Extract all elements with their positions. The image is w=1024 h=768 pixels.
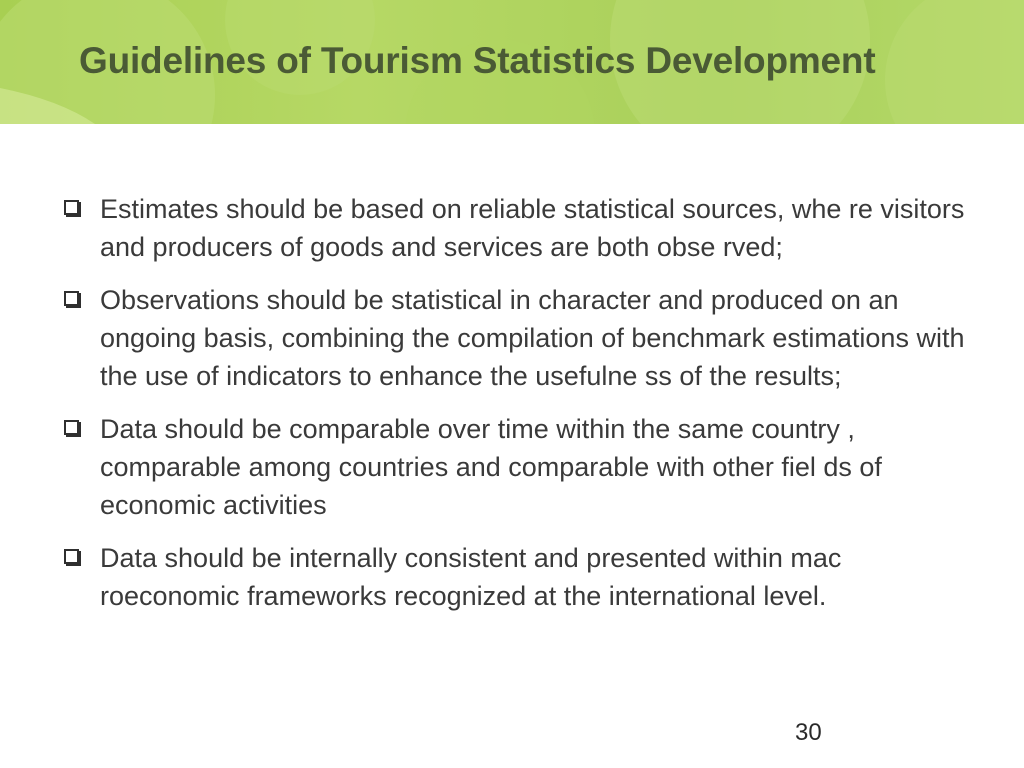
hollow-square-bullet-icon [64, 200, 79, 215]
bullet-item [62, 410, 972, 524]
bullet-text: Data should be comparable over time within the same country , comparable among countries and comparable with other fiel ds of economic activities [100, 414, 882, 520]
slide-title: Guidelines of Tourism Statistics Development [79, 40, 876, 81]
bullet-list [62, 190, 972, 630]
bullet-item [62, 539, 972, 615]
hollow-square-bullet-icon [64, 549, 79, 564]
hollow-square-bullet-icon [64, 420, 79, 435]
bullet-item [62, 190, 972, 266]
bullet-text: Data should be internally consistent and presented within mac roeconomic frameworks recognized at the international level. [100, 543, 842, 611]
hollow-square-bullet-icon [64, 291, 79, 306]
bullet-text: Observations should be statistical in character and produced on an ongoing basis, combining the compilation of benchmark estimations with the use of indicators to enhance the usefulne ss of the results; [100, 285, 965, 391]
bullet-text: Estimates should be based on reliable statistical sources, whe re visitors and producers of goods and services are both obse rved; [100, 194, 965, 262]
header-band [0, 0, 1024, 124]
page-number: 30 [795, 719, 822, 746]
bullet-item [62, 281, 972, 395]
